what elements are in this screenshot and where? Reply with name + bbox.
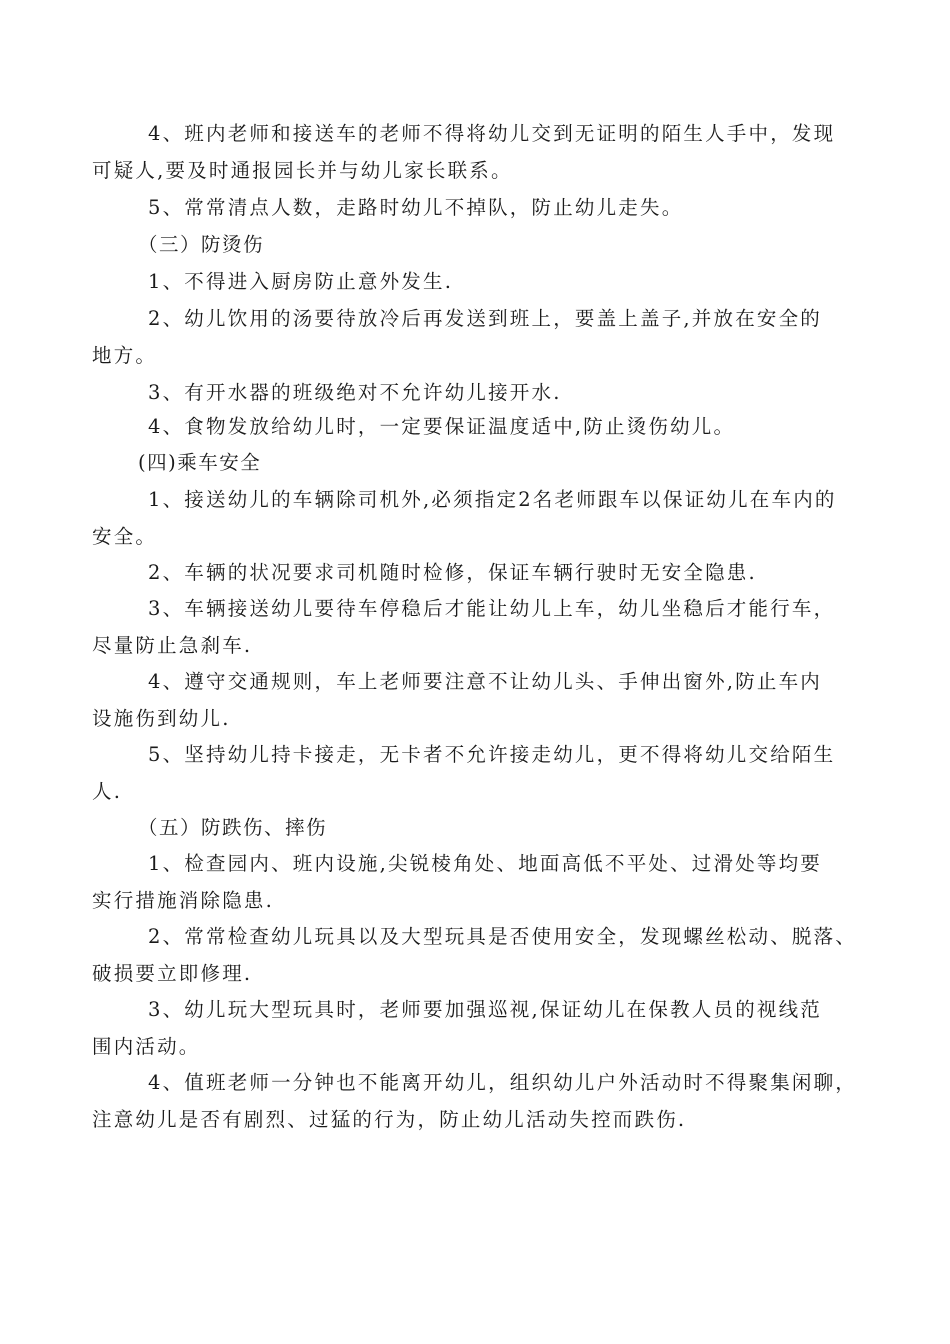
paragraph-line: 围内活动。 — [92, 1035, 201, 1058]
paragraph-line: 2、常常检查幼儿玩具以及大型玩具是否使用安全，发现螺丝松动、脱落、 — [148, 925, 858, 948]
section-heading: （五）防跌伤、摔伤 — [138, 816, 328, 839]
paragraph-line: 1、不得进入厨房防止意外发生. — [148, 270, 454, 293]
paragraph-line: 破损要立即修理. — [92, 962, 253, 985]
paragraph-line: 5、常常清点人数，走路时幼儿不掉队，防止幼儿走失。 — [148, 196, 684, 219]
paragraph-line: 注意幼儿是否有剧烈、过猛的行为，防止幼儿活动失控而跌伤. — [92, 1108, 687, 1131]
paragraph-line: 4、食物发放给幼儿时，一定要保证温度适中,防止烫伤幼儿。 — [148, 415, 736, 438]
paragraph-line: 设施伤到幼儿. — [92, 707, 231, 730]
paragraph-line: 3、幼儿玩大型玩具时，老师要加强巡视,保证幼儿在保教人员的视线范 — [148, 998, 823, 1021]
section-heading: (四)乘车安全 — [138, 451, 262, 474]
paragraph-line: 1、接送幼儿的车辆除司机外,必须指定2名老师跟车以保证幼儿在车内的 — [148, 488, 837, 511]
paragraph-line: 2、幼儿饮用的汤要待放冷后再发送到班上，要盖上盖子,并放在安全的 — [148, 307, 823, 330]
paragraph-line: 4、值班老师一分钟也不能离开幼儿，组织幼儿户外活动时不得聚集闲聊， — [148, 1071, 858, 1094]
paragraph-line: 3、有开水器的班级绝对不允许幼儿接开水. — [148, 381, 562, 404]
paragraph-line: 地方。 — [92, 344, 158, 367]
paragraph-line: 实行措施消除隐患. — [92, 889, 274, 912]
paragraph-line: 2、车辆的状况要求司机随时检修，保证车辆行驶时无安全隐患. — [148, 561, 757, 584]
paragraph-line: 安全。 — [92, 525, 158, 548]
paragraph-line: 5、坚持幼儿持卡接走，无卡者不允许接走幼儿，更不得将幼儿交给陌生 — [148, 743, 836, 766]
paragraph-line: 可疑人,要及时通报园长并与幼儿家长联系。 — [92, 159, 513, 182]
section-heading: （三）防烫伤 — [138, 233, 265, 256]
paragraph-line: 人. — [92, 780, 123, 803]
paragraph-line: 3、车辆接送幼儿要待车停稳后才能让幼儿上车，幼儿坐稳后才能行车， — [148, 597, 836, 620]
paragraph-line: 4、遵守交通规则，车上老师要注意不让幼儿头、手伸出窗外,防止车内 — [148, 670, 823, 693]
paragraph-line: 4、班内老师和接送车的老师不得将幼儿交到无证明的陌生人手中，发现 — [148, 122, 836, 145]
paragraph-line: 尽量防止急刹车. — [92, 634, 253, 657]
paragraph-line: 1、检查园内、班内设施,尖锐棱角处、地面高低不平处、过滑处等均要 — [148, 852, 823, 875]
